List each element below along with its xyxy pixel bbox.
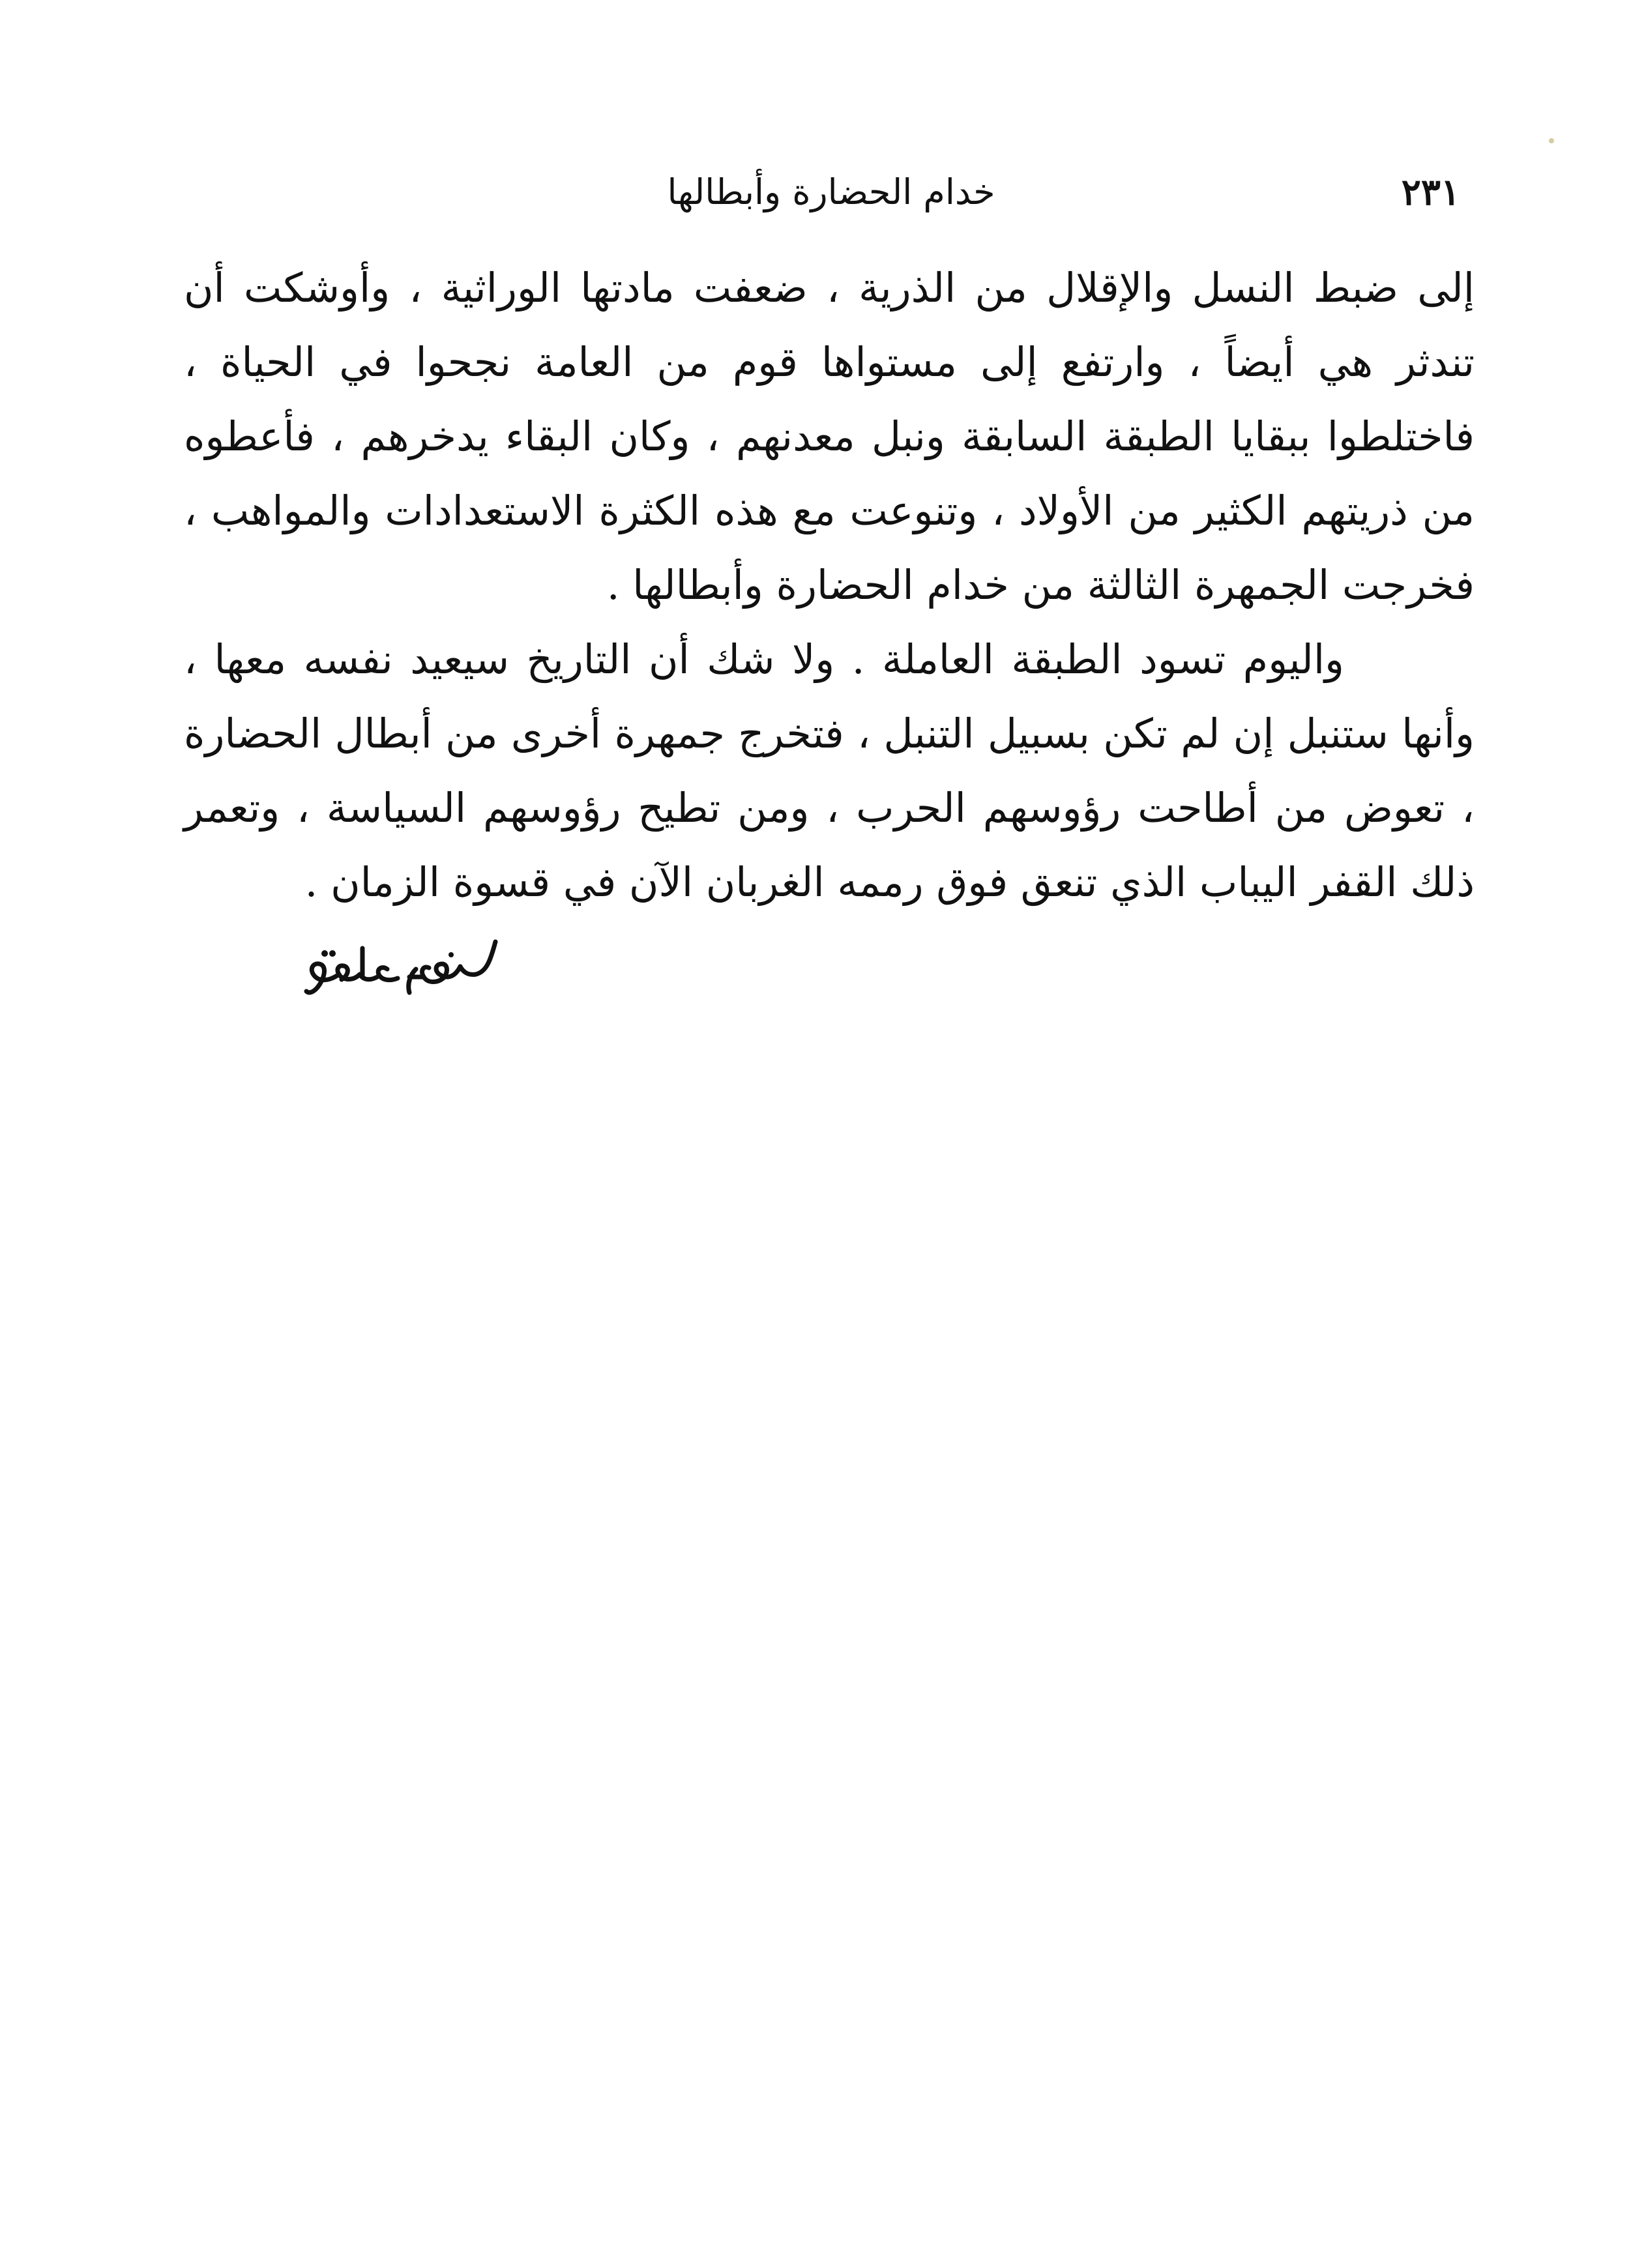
- page-number: ٢٣١: [1401, 171, 1460, 214]
- page-header: [189, 156, 1473, 228]
- body-text: [184, 251, 1475, 920]
- paper-speck: [1549, 138, 1554, 143]
- paragraph: واليوم تسود الطبقة العاملة . ولا شك أن التاريخ سيعيد نفسه معها ، وأنها ستنبل إن لم تكن بسبيل التنبل ، فتخرج جمهرة أخرى من أبطال الحضارة ، تعوض من أطاحت رؤوسهم الحرب ، ومن تطيح رؤوسهم السياسة ، وتعمر ذلك القفر اليباب الذي تنعق فوق رممه الغربان الآن في قسوة الزمان .: [184, 635, 1475, 906]
- paragraph: إلى ضبط النسل والإقلال من الذرية ، ضعفت مادتها الوراثية ، وأوشكت أن تندثر هي أيضاً ، وارتفع إلى مستواها قوم من العامة نجحوا في الحياة ، فاختلطوا ببقايا الطبقة السابقة ونبل معدنهم ، وكان البقاء يدخرهم ، فأعطوه من ذريتهم الكثير من الأولاد ، وتنوعت مع هذه الكثرة الاستعدادات والمواهب ، فخرجت الجمهرة الثالثة من خدام الحضارة وأبطالها .: [184, 264, 1475, 609]
- handwritten-signature: [300, 929, 508, 1000]
- running-title: خدام الحضارة وأبطالها: [667, 171, 995, 212]
